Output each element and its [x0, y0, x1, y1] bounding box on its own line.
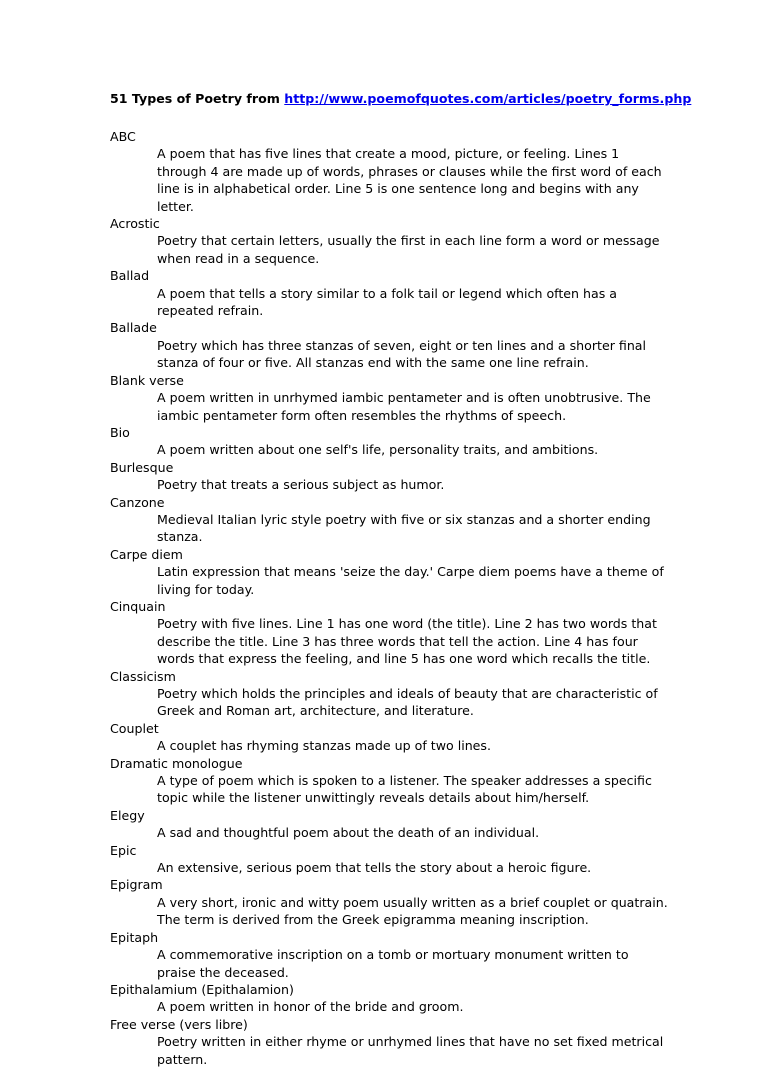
- term-label: Ballad: [110, 268, 150, 284]
- entry-free-verse: [110, 1016, 670, 1068]
- entry-dramatic-monologue: [110, 755, 670, 807]
- term-label: Epitaph: [110, 929, 159, 945]
- entry-epithalamium: [110, 981, 670, 1016]
- term-definition: Poetry with five lines. Line 1 has one word (the title). Line 2 has two words that describe the title. Line 3 has three words that tell the action. Line 4 has four words that express the feeling, and line 5 has one word which recalls the title.: [157, 616, 657, 667]
- page-title: [110, 91, 692, 107]
- term-label: Burlesque: [110, 459, 174, 475]
- term-definition: Poetry that certain letters, usually the first in each line form a word or message when read in a sequence.: [157, 233, 660, 266]
- entry-burlesque: [110, 459, 670, 494]
- term-label: Classicism: [110, 668, 176, 684]
- entry-ballad: [110, 267, 670, 319]
- entry-cinquain: [110, 598, 670, 668]
- term-label: Free verse (vers libre): [110, 1016, 248, 1032]
- document-page: [110, 91, 692, 1068]
- term-definition: A very short, ironic and witty poem usually written as a brief couplet or quatrain. The term is derived from the Greek epigramma meaning inscription.: [157, 894, 668, 928]
- term-definition: A poem written in unrhymed iambic pentameter and is often unobtrusive. The iambic pentameter form often resembles the rhythms of speech.: [157, 390, 651, 423]
- term-definition: An extensive, serious poem that tells the story about a heroic figure.: [157, 860, 592, 876]
- term-label: Couplet: [110, 720, 159, 736]
- entry-couplet: [110, 720, 670, 755]
- entry-ballade: [110, 319, 670, 371]
- entry-carpe-diem: [110, 546, 670, 598]
- term-definition: A sad and thoughtful poem about the death of an individual.: [157, 825, 540, 841]
- entry-epic: [110, 842, 670, 877]
- entry-abc: [110, 128, 670, 215]
- entry-elegy: [110, 807, 670, 842]
- term-label: Epigram: [110, 877, 163, 893]
- term-label: ABC: [110, 129, 136, 144]
- term-label: Epic: [110, 842, 137, 858]
- term-label: Carpe diem: [110, 546, 183, 562]
- term-definition: Poetry which holds the principles and ideals of beauty that are characteristic of Greek and Roman art, architecture, and literature.: [157, 686, 658, 719]
- term-label: Dramatic monologue: [110, 755, 243, 771]
- term-definition: A poem that tells a story similar to a folk tail or legend which often has a repeated refrain.: [157, 285, 618, 319]
- entry-blank-verse: [110, 372, 670, 424]
- source-link[interactable]: http://www.poemofquotes.com/articles/poetry_forms.php: [284, 91, 692, 106]
- term-label: Elegy: [110, 807, 145, 823]
- entry-epitaph: [110, 929, 670, 981]
- term-label: Ballade: [110, 320, 157, 336]
- term-definition: A poem written about one self's life, personality traits, and ambitions.: [157, 442, 599, 458]
- term-definition: A commemorative inscription on a tomb or mortuary monument written to praise the deceased.: [157, 947, 629, 980]
- term-definition: A type of poem which is spoken to a listener. The speaker addresses a specific topic while the listener unwittingly reveals details about him/herself.: [157, 773, 652, 806]
- entry-bio: [110, 424, 670, 459]
- term-definition: A poem that has five lines that create a mood, picture, or feeling. Lines 1 through 4 are made up of words, phrases or clauses while the first word of each line is in alphabetical order. Line 5 is one sentence long and begins with any letter.: [157, 146, 662, 214]
- term-definition: A couplet has rhyming stanzas made up of two lines.: [157, 738, 491, 754]
- term-definition: Poetry written in either rhyme or unrhymed lines that have no set fixed metrical pattern.: [157, 1034, 664, 1067]
- entry-acrostic: [110, 215, 670, 267]
- entry-canzone: [110, 494, 670, 546]
- term-definition: A poem written in honor of the bride and groom.: [157, 999, 464, 1015]
- title-text: 51 Types of Poetry from: [110, 91, 285, 106]
- term-label: Bio: [110, 424, 130, 440]
- term-label: Acrostic: [110, 216, 160, 232]
- term-definition: Latin expression that means 'seize the day.' Carpe diem poems have a theme of living for today.: [157, 564, 664, 597]
- term-label: Blank verse: [110, 372, 184, 388]
- term-definition: Medieval Italian lyric style poetry with five or six stanzas and a shorter ending stanza.: [157, 511, 651, 545]
- entry-epigram: [110, 876, 670, 928]
- term-label: Cinquain: [110, 598, 166, 614]
- term-definition: Poetry which has three stanzas of seven, eight or ten lines and a shorter final stanza of four or five. All stanzas end with the same one line refrain.: [157, 337, 647, 371]
- entry-classicism: [110, 668, 670, 720]
- term-label: Canzone: [110, 494, 165, 510]
- term-label: Epithalamium (Epithalamion): [110, 981, 294, 997]
- term-definition: Poetry that treats a serious subject as humor.: [157, 477, 445, 493]
